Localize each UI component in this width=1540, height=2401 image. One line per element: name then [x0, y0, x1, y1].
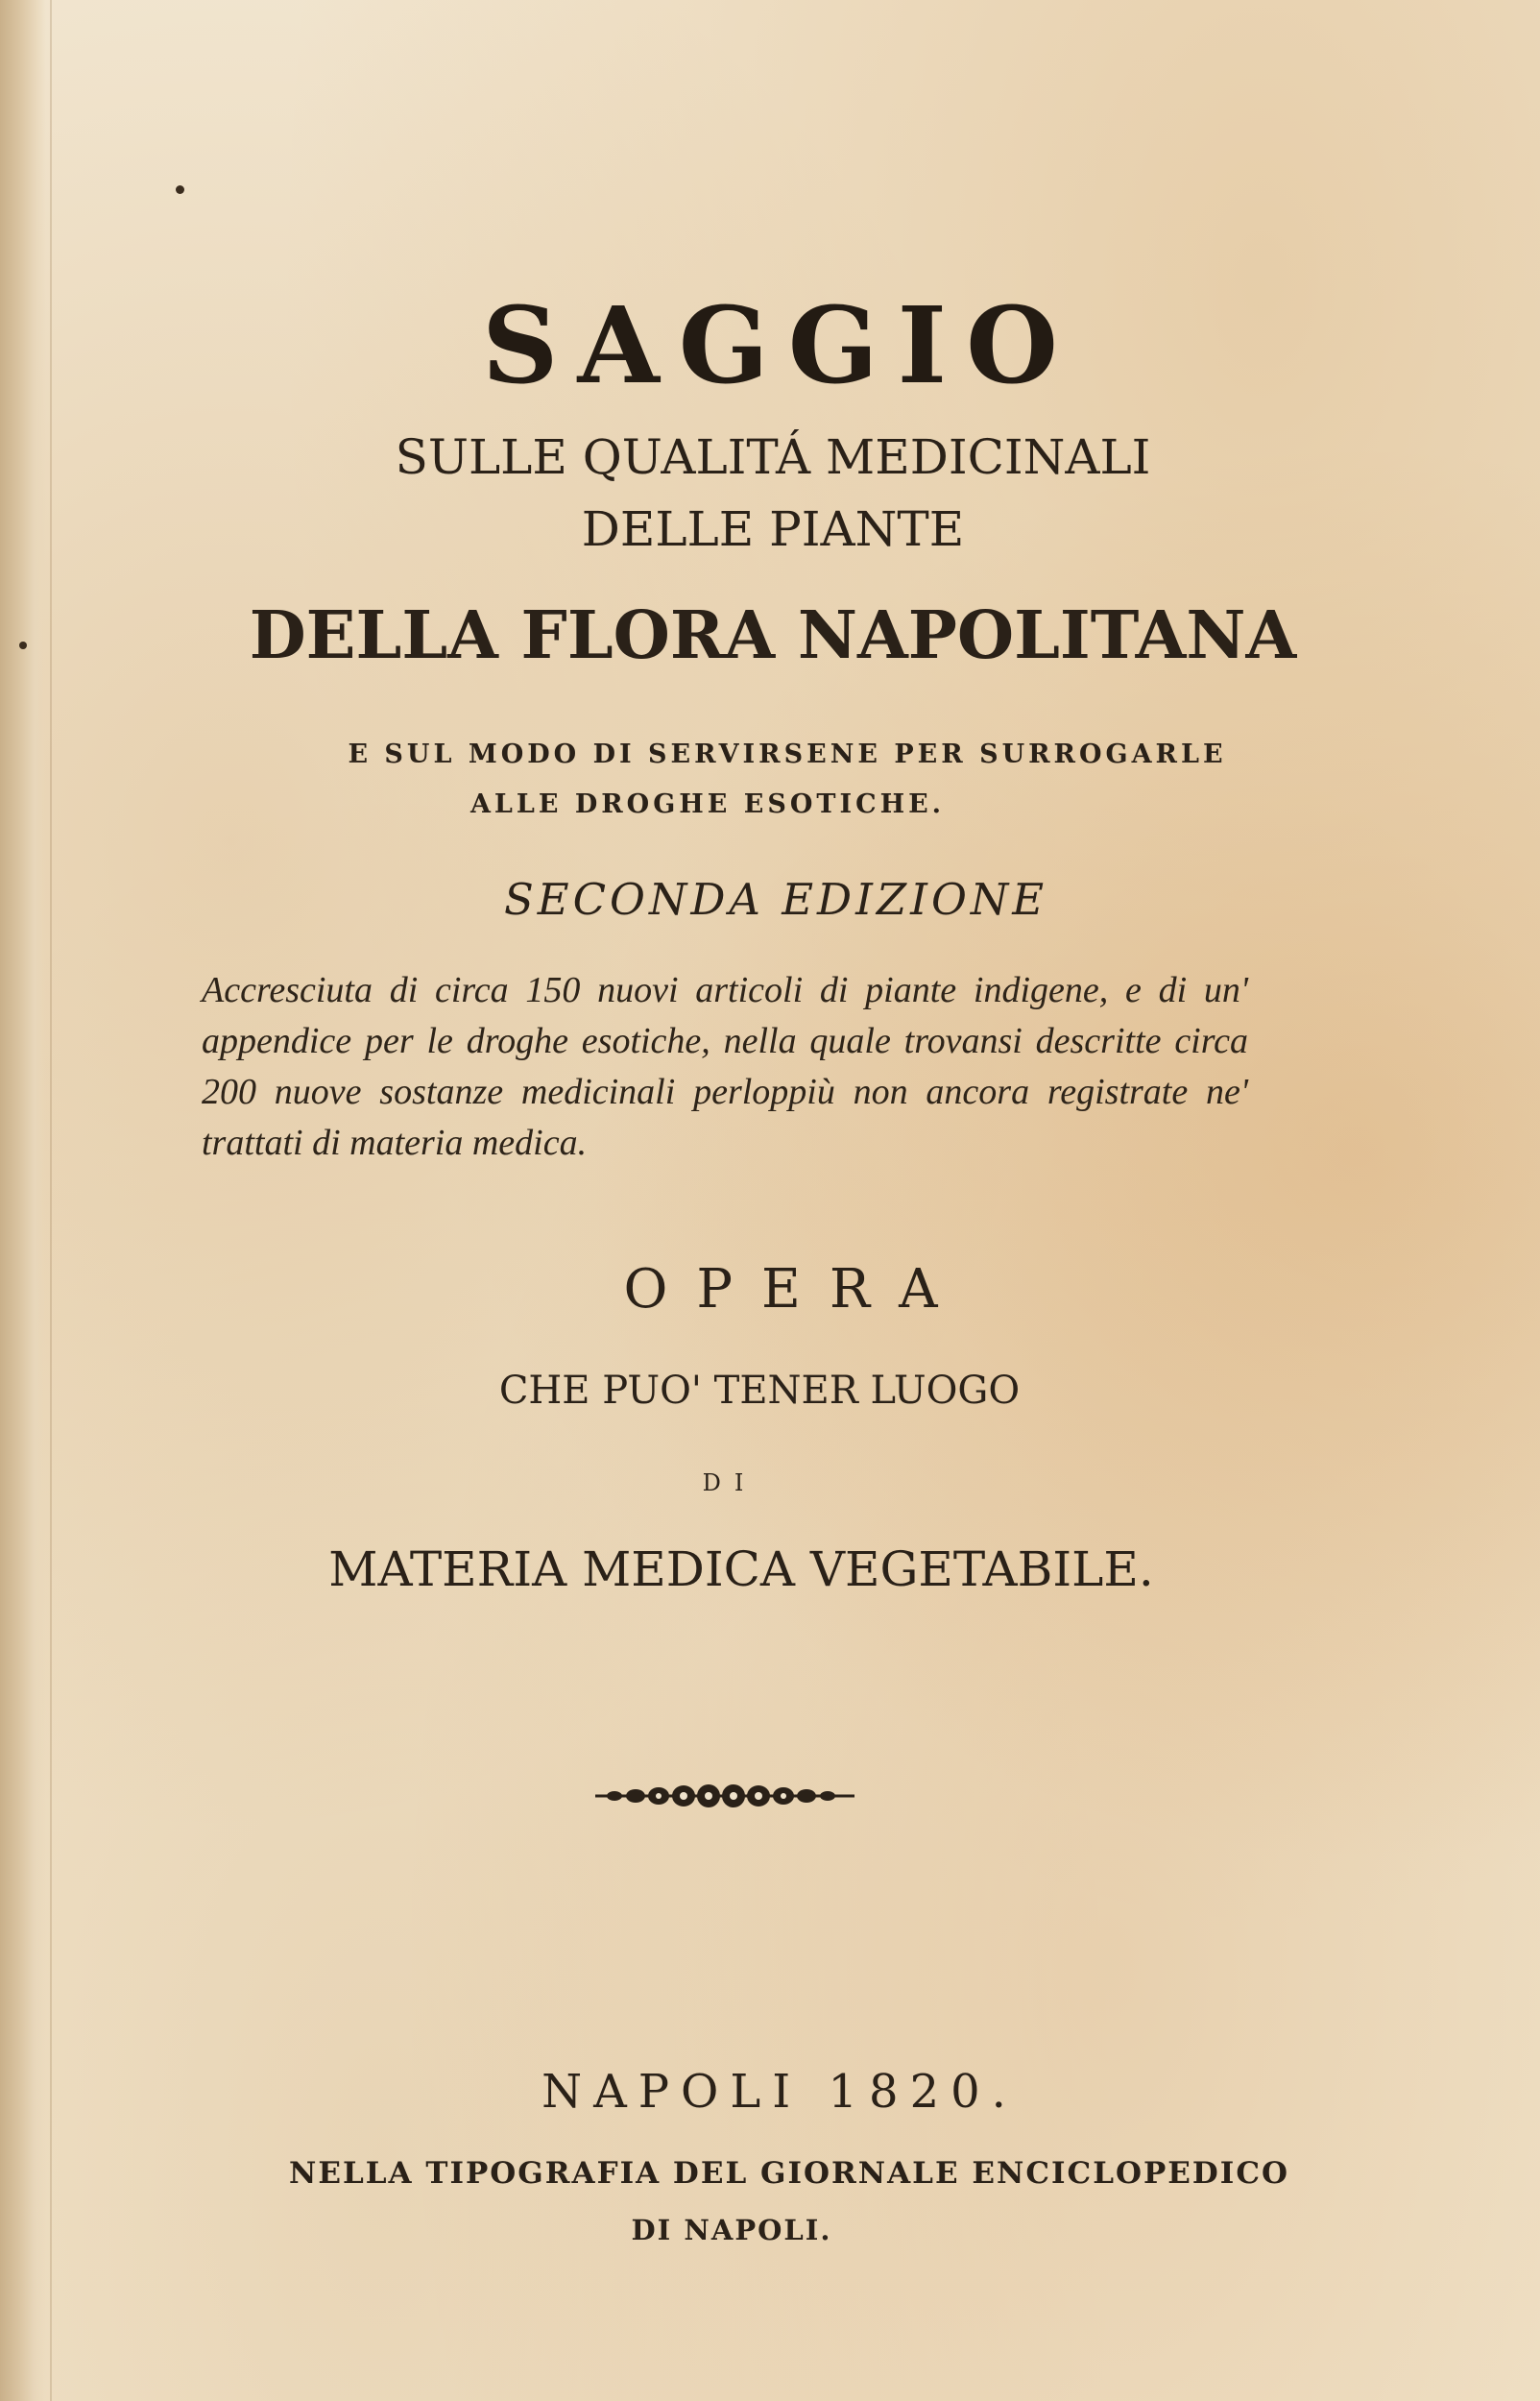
- imprint-place-date: NAPOLI 1820.: [541, 2065, 1018, 2119]
- description-line-2: ALLE DROGHE ESOTICHE.: [469, 789, 946, 819]
- subtitle-line-2: DELLE PIANTE: [581, 501, 965, 557]
- imprint-printer-line-2: DI NAPOLI.: [631, 2214, 832, 2246]
- opera-line-3: MATERIA MEDICA VEGETABILE.: [328, 1541, 1154, 1597]
- edition-heading: SECONDA EDIZIONE: [503, 874, 1048, 925]
- opera-line-2: DI: [702, 1469, 758, 1496]
- book-title: SAGGIO: [482, 283, 1077, 407]
- subtitle-line-1: SULLE QUALITÁ MEDICINALI: [395, 429, 1151, 485]
- opera-line-1: CHE PUO' TENER LUOGO: [498, 1369, 1021, 1413]
- printers-ornament-icon: [595, 1779, 854, 1813]
- edition-note-paragraph: Accresciuta di circa 150 nuovi articoli di piante indigene, e di un' appendice per le droghe esotiche, nella quale trovansi descritte circa 200 nuove sostanze medicinali perloppiù non ancora registrate ne' trattati di materia medica.: [202, 970, 1248, 1163]
- ink-speck: [176, 185, 184, 194]
- subtitle-line-3: DELLA FLORA NAPOLITANA: [249, 597, 1297, 674]
- imprint-printer-line-1: NELLA TIPOGRAFIA DEL GIORNALE ENCICLOPEDICO: [289, 2156, 1289, 2191]
- opera-heading: OPERA: [623, 1258, 967, 1321]
- description-line-1: E SUL MODO DI SERVIRSENE PER SURROGARLE: [348, 740, 1227, 769]
